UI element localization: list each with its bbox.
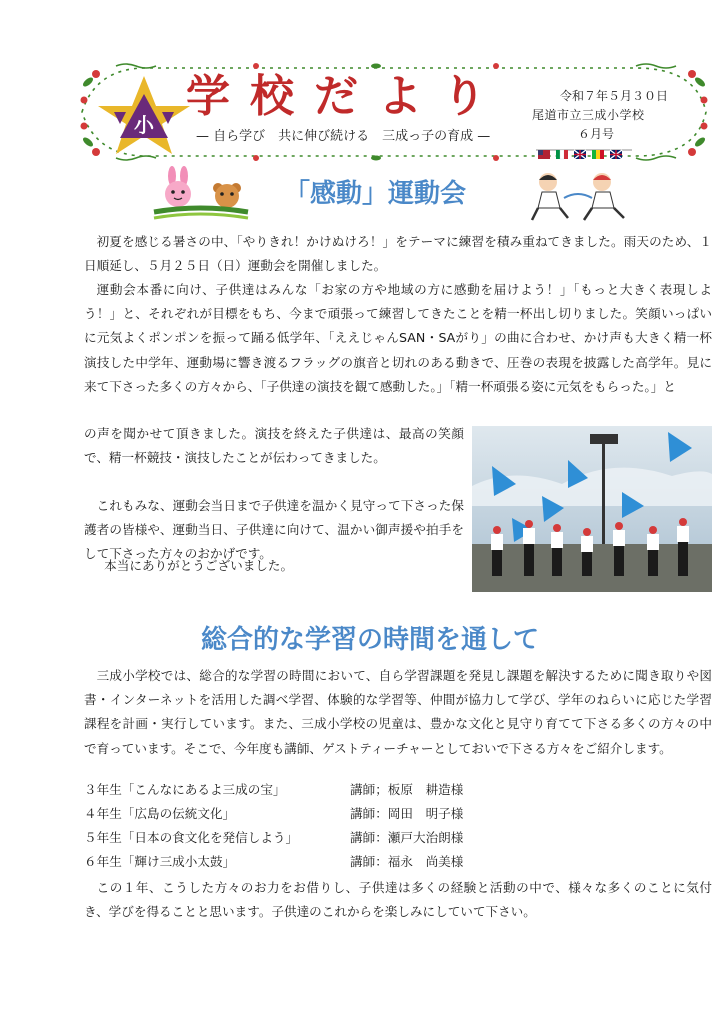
grade-topic: ４年生「広島の伝統文化」 (84, 806, 236, 821)
sports-day-paragraph-3: これもみな、運動会当日まで子供達を温かく見守って下さった保護者の皆様や、運動当日、子供達に向けて、温かい御声援や拍手をして下さった方々のおかげです。 (84, 498, 464, 562)
issue-number: ６月号 (578, 127, 615, 141)
running-children-icon (528, 168, 634, 224)
lecturer-row (84, 850, 604, 874)
sports-day-thanks: 本当にありがとうございました。 (104, 558, 294, 573)
mascot-characters-icon (150, 166, 250, 220)
lecturer-name: 講師：福永 尚美様 (350, 854, 464, 869)
emblem-label: 小 (134, 113, 154, 137)
sports-day-paragraph-2-continued: の声を聞かせて頂きました。演技を終えた子供達は、最高の笑顔で、精一杯競技・演技したことが伝わってきました。 (84, 426, 464, 466)
school-name: 尾道市立三成小学校 (532, 108, 645, 122)
sports-day-paragraph-1: 初夏を感じる暑さの中、「やりきれ！かけぬけろ！」をテーマに練習を積み重ねてきました。雨天のため、１日順延し、５月２５日（日）運動会を開催しました。 (84, 234, 712, 274)
grade-topic: ３年生「こんなにあるよ三成の宝」 (84, 782, 286, 797)
sports-day-paragraph-2: 運動会本番に向け、子供達はみんな「お家の方や地域の方に感動を届けよう！」「もっと大きく表現しよう！」と、それぞれが目標をもち、今まで頑張って練習してきたことを精一杯出し切りました。笑顔いっぱいに元気よくポンポンを振って踊る低学年、「ええじゃんSAN・SAがり」の曲に合わせ、かけ声も大きく精一杯演技した中学年、運動場に響き渡るフラッグの旗音と切れのある動きで、圧巻の表現を披露した高学年。見に来て下さった多くの方々から、「子供達の演技を観て感動した。」「精一杯頑張る姿に元気をもらった。」と (84, 282, 712, 394)
lecturer-name: 講師；板原 耕造様 (350, 782, 464, 797)
lecturer-name: 講師：瀬戸大治朗様 (350, 830, 464, 845)
lecturer-row (84, 826, 604, 850)
integrated-study-intro: 三成小学校では、総合的な学習の時間において、自ら学習課題を発見し課題を解決するために聞き取りや図書・インターネットを活用した調べ学習、体験的な学習等、仲間が協力して学び、学年のねらいに応じた学習課程を計画・実行しています。また、三成小学校の児童は、豊かな文化と見守り育てて下さる多くの方々の中で育っています。そこで、今年度も講師、ゲストティーチャーとしておいで下さる方々をご紹介します。 (84, 668, 712, 756)
international-flags-icon (536, 148, 632, 162)
integrated-study-heading: 総合的な学習の時間を通して (200, 625, 539, 655)
issue-date: 令和７年５月３０日 (560, 89, 669, 103)
school-emblem-icon (92, 72, 196, 158)
grade-topic: ５年生「日本の食文化を発信しよう」 (84, 830, 299, 845)
lecturer-name: 講師：岡田 明子様 (350, 806, 464, 821)
grade-topic: ６年生「輝け三成小太鼓」 (84, 854, 236, 869)
sports-day-heading: 「感動」運動会 (283, 179, 466, 209)
integrated-study-closing: この１年、こうした方々のお力をお借りし、子供達は多くの経験と活動の中で、様々な多くのことに気付き、学びを得ることと思います。子供達のこれからを楽しみにしていて下さい。 (84, 880, 712, 920)
newsletter-title: 学校だより (186, 71, 506, 122)
lecturer-row (84, 802, 604, 826)
flag-performance-photo (472, 426, 712, 592)
lecturer-row (84, 778, 604, 802)
school-motto: — 自ら学び 共に伸び続ける 三成っ子の育成 — (196, 129, 491, 144)
